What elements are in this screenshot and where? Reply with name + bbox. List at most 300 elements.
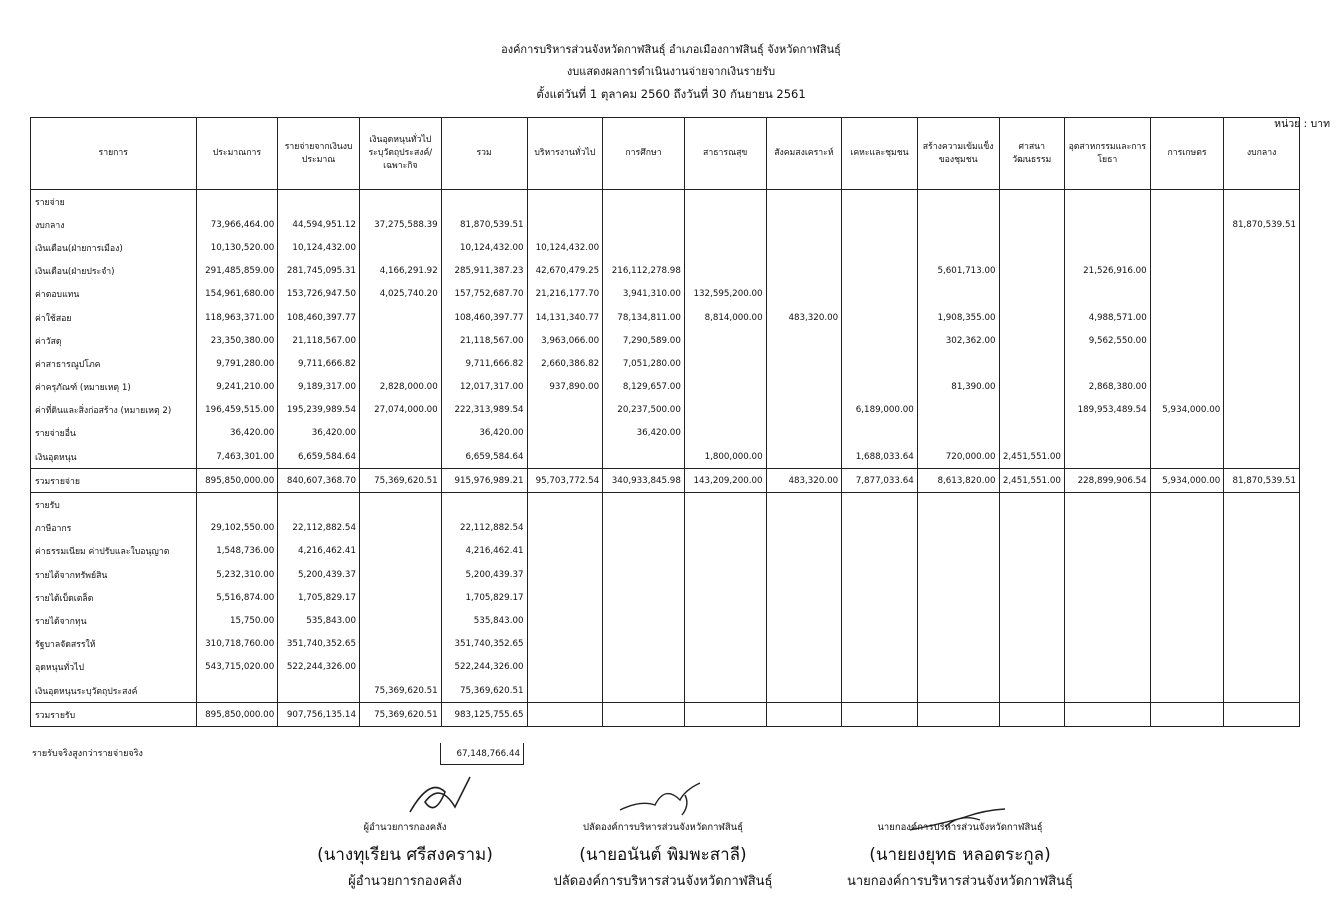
row-label-cell: เงินเดือน(ฝ่ายประจำ)	[31, 260, 197, 283]
value-cell: 7,463,301.00	[196, 445, 278, 469]
value-cell	[999, 352, 1064, 375]
table-row	[31, 283, 1300, 306]
value-cell: 5,200,439.37	[278, 563, 360, 586]
value-cell	[278, 679, 360, 703]
value-cell	[684, 609, 766, 632]
table-header-row	[31, 118, 1300, 190]
value-cell	[684, 329, 766, 352]
value-cell: 2,868,380.00	[1064, 376, 1150, 399]
value-cell	[527, 633, 603, 656]
value-cell	[278, 493, 360, 517]
value-cell	[359, 609, 441, 632]
value-cell: 281,745,095.31	[278, 260, 360, 283]
value-cell	[196, 493, 278, 517]
value-cell: 7,877,033.64	[842, 469, 918, 493]
value-cell	[1224, 703, 1300, 727]
table-row	[31, 352, 1300, 375]
value-cell	[1224, 609, 1300, 632]
value-cell: 36,420.00	[441, 422, 527, 445]
value-cell	[527, 656, 603, 679]
value-cell: 36,420.00	[196, 422, 278, 445]
column-header: เคหะและชุมชน	[842, 118, 918, 190]
row-label-cell: เงินอุดหนุนระบุวัตถุประสงค์	[31, 679, 197, 703]
value-cell	[1064, 493, 1150, 517]
value-cell: 44,594,951.12	[278, 213, 360, 236]
value-cell: 189,953,489.54	[1064, 399, 1150, 422]
column-header: การเกษตร	[1150, 118, 1224, 190]
row-label-cell: รัฐบาลจัดสรรให้	[31, 633, 197, 656]
value-cell	[1224, 260, 1300, 283]
value-cell: 7,290,589.00	[603, 329, 685, 352]
value-cell	[766, 656, 842, 679]
table-row	[31, 563, 1300, 586]
value-cell: 2,828,000.00	[359, 376, 441, 399]
value-cell	[603, 190, 685, 214]
column-header: บริหารงานทั่วไป	[527, 118, 603, 190]
value-cell: 73,966,464.00	[196, 213, 278, 236]
value-cell	[603, 540, 685, 563]
value-cell	[1064, 679, 1150, 703]
value-cell	[917, 283, 999, 306]
table-row	[31, 236, 1300, 259]
value-cell	[359, 190, 441, 214]
value-cell: 937,890.00	[527, 376, 603, 399]
row-label-cell: ค่าใช้สอย	[31, 306, 197, 329]
value-cell: 5,601,713.00	[917, 260, 999, 283]
signature-block-deputy	[528, 820, 798, 891]
value-cell: 195,239,989.54	[278, 399, 360, 422]
value-cell: 29,102,550.00	[196, 517, 278, 540]
value-cell	[1224, 306, 1300, 329]
value-cell: 9,189,317.00	[278, 376, 360, 399]
value-cell	[1150, 190, 1224, 214]
value-cell	[684, 563, 766, 586]
value-cell	[842, 679, 918, 703]
value-cell: 1,688,033.64	[842, 445, 918, 469]
value-cell	[999, 609, 1064, 632]
value-cell	[917, 517, 999, 540]
value-cell: 895,850,000.00	[196, 469, 278, 493]
value-cell	[527, 493, 603, 517]
value-cell: 522,244,326.00	[441, 656, 527, 679]
total-row	[31, 703, 1300, 727]
value-cell: 8,814,000.00	[684, 306, 766, 329]
value-cell	[1224, 517, 1300, 540]
value-cell: 915,976,989.21	[441, 469, 527, 493]
value-cell: 9,711,666.82	[441, 352, 527, 375]
value-cell	[766, 352, 842, 375]
row-label-cell: ค่าครุภัณฑ์ (หมายเหตุ 1)	[31, 376, 197, 399]
value-cell: 75,369,620.51	[359, 703, 441, 727]
report-title: งบแสดงผลการดำเนินงานจ่ายจากเงินรายรับ	[566, 65, 776, 78]
signature-block-finance	[280, 820, 530, 891]
value-cell	[684, 399, 766, 422]
value-cell: 81,390.00	[917, 376, 999, 399]
value-cell: 6,659,584.64	[278, 445, 360, 469]
value-cell	[1150, 679, 1224, 703]
value-cell: 37,275,588.39	[359, 213, 441, 236]
value-cell	[359, 352, 441, 375]
value-cell: 21,526,916.00	[1064, 260, 1150, 283]
value-cell: 157,752,687.70	[441, 283, 527, 306]
value-cell	[766, 586, 842, 609]
value-cell	[441, 493, 527, 517]
signature-role: นายกองค์การบริหารส่วนจังหวัดกาฬสินธุ์	[877, 822, 1043, 833]
value-cell: 543,715,020.00	[196, 656, 278, 679]
row-label-cell: รายได้จากทุน	[31, 609, 197, 632]
value-cell: 6,659,584.64	[441, 445, 527, 469]
signature-name: (นายอนันต์ พิมพะสาลี)	[579, 845, 747, 865]
row-label-cell: เงินเดือน(ฝ่ายการเมือง)	[31, 236, 197, 259]
table-row	[31, 306, 1300, 329]
value-cell	[684, 493, 766, 517]
value-cell	[999, 540, 1064, 563]
value-cell	[527, 190, 603, 214]
value-cell	[1150, 376, 1224, 399]
value-cell	[1224, 493, 1300, 517]
value-cell: 9,562,550.00	[1064, 329, 1150, 352]
value-cell: 340,933,845.98	[603, 469, 685, 493]
row-label-cell: เงินอุดหนุน	[31, 445, 197, 469]
signature-title: นายกองค์การบริหารส่วนจังหวัดกาฬสินธุ์	[847, 874, 1073, 889]
value-cell: 522,244,326.00	[278, 656, 360, 679]
value-cell	[1224, 376, 1300, 399]
value-cell	[684, 656, 766, 679]
value-cell	[278, 190, 360, 214]
value-cell	[684, 586, 766, 609]
column-header: สร้างความเข้มแข็งของชุมชน	[917, 118, 999, 190]
value-cell	[917, 563, 999, 586]
value-cell	[766, 422, 842, 445]
value-cell: 23,350,380.00	[196, 329, 278, 352]
value-cell: 196,459,515.00	[196, 399, 278, 422]
column-header: เงินอุดหนุนทั่วไประบุวัตถุประสงค์/เฉพาะกิจ	[359, 118, 441, 190]
table-row	[31, 656, 1300, 679]
value-cell	[1064, 236, 1150, 259]
value-cell	[1150, 445, 1224, 469]
value-cell	[842, 260, 918, 283]
value-cell	[1150, 352, 1224, 375]
value-cell	[603, 213, 685, 236]
value-cell: 22,112,882.54	[441, 517, 527, 540]
value-cell: 9,791,280.00	[196, 352, 278, 375]
value-cell	[999, 422, 1064, 445]
value-cell	[842, 376, 918, 399]
value-cell	[917, 703, 999, 727]
value-cell	[842, 422, 918, 445]
row-label-cell: ค่าที่ดินและสิ่งก่อสร้าง (หมายเหตุ 2)	[31, 399, 197, 422]
row-label-cell: รวมรายรับ	[31, 703, 197, 727]
value-cell	[999, 399, 1064, 422]
value-cell: 81,870,539.51	[1224, 213, 1300, 236]
value-cell: 143,209,200.00	[684, 469, 766, 493]
value-cell	[603, 633, 685, 656]
value-cell	[684, 236, 766, 259]
column-header: รายจ่ายจากเงินงบประมาณ	[278, 118, 360, 190]
value-cell	[766, 563, 842, 586]
value-cell	[1150, 329, 1224, 352]
table-row	[31, 445, 1300, 469]
table-row	[31, 376, 1300, 399]
value-cell: 907,756,135.14	[278, 703, 360, 727]
value-cell: 10,124,432.00	[527, 236, 603, 259]
table-row	[31, 260, 1300, 283]
value-cell: 351,740,352.65	[278, 633, 360, 656]
table-row	[31, 679, 1300, 703]
value-cell	[999, 329, 1064, 352]
value-cell	[1064, 213, 1150, 236]
value-cell	[1224, 190, 1300, 214]
value-cell	[842, 586, 918, 609]
value-cell	[684, 703, 766, 727]
value-cell	[917, 190, 999, 214]
surplus-value: 67,148,766.44	[440, 743, 524, 765]
value-cell	[842, 656, 918, 679]
value-cell: 1,800,000.00	[684, 445, 766, 469]
value-cell	[1150, 260, 1224, 283]
value-cell: 10,130,520.00	[196, 236, 278, 259]
value-cell: 15,750.00	[196, 609, 278, 632]
value-cell: 351,740,352.65	[441, 633, 527, 656]
value-cell	[1224, 656, 1300, 679]
value-cell	[1064, 540, 1150, 563]
value-cell	[766, 213, 842, 236]
value-cell	[603, 563, 685, 586]
value-cell	[527, 586, 603, 609]
value-cell	[1150, 213, 1224, 236]
value-cell	[766, 633, 842, 656]
value-cell	[359, 422, 441, 445]
column-header: อุตสาหกรรมและการโยธา	[1064, 118, 1150, 190]
signature-title: ผู้อำนวยการกองคลัง	[348, 874, 462, 889]
value-cell	[527, 399, 603, 422]
unit-label: หน่วย : บาท	[1274, 118, 1330, 130]
value-cell: 1,705,829.17	[441, 586, 527, 609]
value-cell: 36,420.00	[603, 422, 685, 445]
row-label-cell: ภาษีอากร	[31, 517, 197, 540]
value-cell	[527, 517, 603, 540]
value-cell	[1224, 329, 1300, 352]
table-row	[31, 399, 1300, 422]
value-cell	[999, 586, 1064, 609]
value-cell	[1064, 190, 1150, 214]
value-cell	[842, 236, 918, 259]
value-cell	[999, 563, 1064, 586]
value-cell	[1064, 609, 1150, 632]
value-cell	[359, 493, 441, 517]
value-cell: 9,241,210.00	[196, 376, 278, 399]
value-cell	[1150, 656, 1224, 679]
value-cell: 20,237,500.00	[603, 399, 685, 422]
value-cell	[766, 376, 842, 399]
table-row	[31, 609, 1300, 632]
value-cell: 7,051,280.00	[603, 352, 685, 375]
table-row	[31, 517, 1300, 540]
value-cell: 81,870,539.51	[1224, 469, 1300, 493]
value-cell	[917, 656, 999, 679]
value-cell: 108,460,397.77	[441, 306, 527, 329]
value-cell	[842, 329, 918, 352]
row-label-cell: งบกลาง	[31, 213, 197, 236]
value-cell	[917, 540, 999, 563]
value-cell: 216,112,278.98	[603, 260, 685, 283]
value-cell	[917, 586, 999, 609]
value-cell	[1224, 283, 1300, 306]
column-header: สาธารณสุข	[684, 118, 766, 190]
value-cell	[441, 190, 527, 214]
value-cell	[999, 376, 1064, 399]
value-cell: 1,908,355.00	[917, 306, 999, 329]
value-cell	[917, 352, 999, 375]
signature-block-president	[820, 820, 1100, 891]
value-cell: 4,216,462.41	[278, 540, 360, 563]
value-cell: 285,911,387.23	[441, 260, 527, 283]
surplus-label: รายรับจริงสูงกว่ารายจ่ายจริง	[32, 749, 143, 759]
value-cell: 1,705,829.17	[278, 586, 360, 609]
value-cell: 27,074,000.00	[359, 399, 441, 422]
value-cell	[603, 517, 685, 540]
value-cell	[684, 376, 766, 399]
value-cell: 302,362.00	[917, 329, 999, 352]
value-cell	[1064, 422, 1150, 445]
value-cell	[603, 656, 685, 679]
signature-title: ปลัดองค์การบริหารส่วนจังหวัดกาฬสินธุ์	[553, 874, 773, 889]
value-cell: 153,726,947.50	[278, 283, 360, 306]
value-cell	[1064, 445, 1150, 469]
value-cell: 4,216,462.41	[441, 540, 527, 563]
value-cell	[1064, 352, 1150, 375]
value-cell: 81,870,539.51	[441, 213, 527, 236]
signature-name: (นางทุเรียน ศรีสงคราม)	[317, 845, 493, 865]
value-cell	[842, 563, 918, 586]
value-cell	[603, 703, 685, 727]
signature-mark-1	[400, 772, 480, 822]
table-row	[31, 540, 1300, 563]
section-row	[31, 190, 1300, 214]
value-cell	[684, 517, 766, 540]
value-cell	[1224, 633, 1300, 656]
value-cell: 12,017,317.00	[441, 376, 527, 399]
value-cell	[1224, 563, 1300, 586]
value-cell	[1064, 703, 1150, 727]
value-cell: 8,129,657.00	[603, 376, 685, 399]
value-cell	[527, 213, 603, 236]
value-cell	[1150, 703, 1224, 727]
value-cell	[1150, 517, 1224, 540]
value-cell: 483,320.00	[766, 306, 842, 329]
value-cell	[917, 633, 999, 656]
value-cell	[1150, 563, 1224, 586]
signature-role: ปลัดองค์การบริหารส่วนจังหวัดกาฬสินธุ์	[582, 822, 743, 833]
value-cell	[527, 422, 603, 445]
value-cell: 10,124,432.00	[278, 236, 360, 259]
value-cell	[917, 609, 999, 632]
value-cell	[1150, 283, 1224, 306]
value-cell: 9,711,666.82	[278, 352, 360, 375]
value-cell: 78,134,811.00	[603, 306, 685, 329]
value-cell	[359, 656, 441, 679]
value-cell	[999, 213, 1064, 236]
value-cell: 154,961,680.00	[196, 283, 278, 306]
value-cell	[1064, 586, 1150, 609]
row-label-cell: รายจ่ายอื่น	[31, 422, 197, 445]
value-cell: 720,000.00	[917, 445, 999, 469]
signature-name: (นายยงยุทธ หลอตระกูล)	[869, 845, 1051, 865]
value-cell	[766, 190, 842, 214]
table-row	[31, 329, 1300, 352]
value-cell	[1064, 633, 1150, 656]
value-cell	[842, 352, 918, 375]
value-cell	[1150, 236, 1224, 259]
value-cell: 8,613,820.00	[917, 469, 999, 493]
value-cell: 10,124,432.00	[441, 236, 527, 259]
value-cell	[1150, 540, 1224, 563]
value-cell: 14,131,340.77	[527, 306, 603, 329]
value-cell	[684, 540, 766, 563]
value-cell	[1150, 609, 1224, 632]
value-cell: 535,843.00	[441, 609, 527, 632]
value-cell	[766, 260, 842, 283]
column-header: สังคมสงเคราะห์	[766, 118, 842, 190]
value-cell: 75,369,620.51	[441, 679, 527, 703]
value-cell	[999, 679, 1064, 703]
table-row	[31, 422, 1300, 445]
row-label-cell: รวมรายจ่าย	[31, 469, 197, 493]
value-cell	[359, 236, 441, 259]
value-cell	[1224, 445, 1300, 469]
value-cell	[842, 517, 918, 540]
value-cell	[917, 679, 999, 703]
value-cell: 535,843.00	[278, 609, 360, 632]
value-cell: 3,963,066.00	[527, 329, 603, 352]
value-cell	[603, 493, 685, 517]
value-cell	[1150, 586, 1224, 609]
column-header: การศึกษา	[603, 118, 685, 190]
section-row	[31, 493, 1300, 517]
value-cell: 6,189,000.00	[842, 399, 918, 422]
value-cell: 222,313,989.54	[441, 399, 527, 422]
value-cell	[842, 493, 918, 517]
value-cell	[766, 679, 842, 703]
report-org-title: องค์การบริหารส่วนจังหวัดกาฬสินธุ์ อำเภอเมืองกาฬสินธุ์ จังหวัดกาฬสินธุ์	[501, 43, 841, 56]
row-label-cell: ค่าวัสดุ	[31, 329, 197, 352]
column-header: ศาสนาวัฒนธรรม	[999, 118, 1064, 190]
table-row	[31, 586, 1300, 609]
value-cell	[1150, 422, 1224, 445]
value-cell	[684, 352, 766, 375]
report-period: ตั้งแต่วันที่ 1 ตุลาคม 2560 ถึงวันที่ 30 กันยายน 2561	[536, 87, 806, 101]
value-cell	[842, 190, 918, 214]
value-cell	[917, 422, 999, 445]
value-cell: 118,963,371.00	[196, 306, 278, 329]
value-cell	[603, 586, 685, 609]
value-cell: 132,595,200.00	[684, 283, 766, 306]
signature-role: ผู้อำนวยการกองคลัง	[363, 822, 447, 833]
value-cell	[1150, 493, 1224, 517]
value-cell	[603, 609, 685, 632]
table-row	[31, 633, 1300, 656]
value-cell	[999, 517, 1064, 540]
value-cell	[684, 422, 766, 445]
value-cell	[917, 213, 999, 236]
value-cell	[527, 563, 603, 586]
value-cell	[684, 633, 766, 656]
value-cell	[603, 445, 685, 469]
value-cell	[917, 399, 999, 422]
row-label-cell: รายรับ	[31, 493, 197, 517]
value-cell	[684, 190, 766, 214]
value-cell	[766, 703, 842, 727]
